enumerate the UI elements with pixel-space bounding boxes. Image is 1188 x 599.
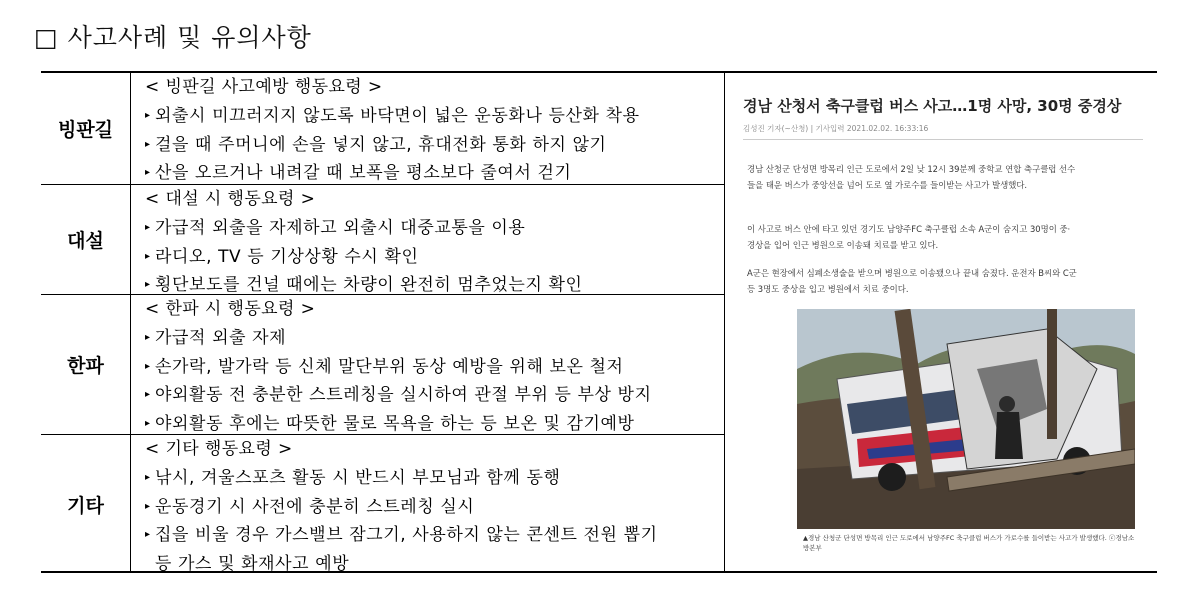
section-content xyxy=(131,295,725,434)
category-label: 한파 xyxy=(41,295,131,434)
list-item: ▸ 가급적 외출을 자제하고 외출시 대중교통을 이용 xyxy=(145,214,724,243)
list-item: ▸ 횡단보도를 건널 때에는 차량이 완전히 멈추었는지 확인 xyxy=(145,271,724,300)
accident-photo xyxy=(797,309,1135,529)
list-item: ▸ 걸을 때 주머니에 손을 넣지 않고, 휴대전화 통화 하지 않기 xyxy=(145,131,724,160)
section-header: < 한파 시 행동요령 > xyxy=(145,299,316,319)
news-headline: 경남 산청서 축구클럽 버스 사고…1명 사망, 30명 중경상 xyxy=(743,97,1122,115)
list-item: ▸ 외출시 미끄러지지 않도록 바닥면이 넓은 운동화나 등산화 착용 xyxy=(145,102,724,131)
list-item: ▸ 손가락, 발가락 등 신체 말단부위 동상 예방을 위해 보온 철저 xyxy=(145,353,724,382)
list-item: ▸ 라디오, TV 등 기상상황 수시 확인 xyxy=(145,243,724,272)
triangle-bullet-icon: ▸ xyxy=(145,360,151,372)
triangle-bullet-icon: ▸ xyxy=(145,389,151,401)
list-item: ▸ 야외활동 전 충분한 스트레칭을 실시하여 관절 부위 등 부상 방지 xyxy=(145,381,724,410)
section-row-other xyxy=(41,435,725,573)
section-content xyxy=(131,435,725,573)
section-row-cold-wave xyxy=(41,295,725,435)
list-item: ▸ 운동경기 시 사전에 충분히 스트레칭 실시 xyxy=(145,493,724,522)
list-item: ▸ 낚시, 겨울스포츠 활동 시 반드시 부모님과 함께 동행 xyxy=(145,464,724,493)
triangle-bullet-icon: ▸ xyxy=(145,279,151,291)
crashed-bus-illustration xyxy=(797,309,1135,529)
section-row-icy-road xyxy=(41,73,725,185)
triangle-bullet-icon: ▸ xyxy=(145,500,151,512)
photo-caption: ▲경남 산청군 단성면 방목리 인근 도로에서 남양주FC 축구클럽 버스가 가로수를 들이받는 사고가 발생했다. ⓒ경남소방본부 xyxy=(803,534,1135,552)
triangle-bullet-icon: ▸ xyxy=(145,167,151,179)
category-label: 빙판길 xyxy=(41,73,131,184)
triangle-bullet-icon: ▸ xyxy=(145,471,151,483)
news-clipping xyxy=(725,71,1157,573)
section-row-heavy-snow xyxy=(41,185,725,295)
news-paragraph: A군은 현장에서 심폐소생술을 받으며 병원으로 이송됐으나 끝내 숨졌다. 운전자 B씨와 C군 등 3명도 중상을 입고 병원에서 치료 중이다. xyxy=(747,268,1077,294)
section-content xyxy=(131,185,725,294)
page-title: □ 사고사례 및 유의사항 xyxy=(34,23,312,52)
list-item: ▸ 야외활동 후에는 따뜻한 물로 목욕을 하는 등 보온 및 감기예방 xyxy=(145,410,724,439)
section-header: < 대설 시 행동요령 > xyxy=(145,189,316,209)
divider xyxy=(743,139,1143,140)
triangle-bullet-icon: ▸ xyxy=(145,529,151,541)
list-item-continuation: 등 가스 및 화재사고 예방 xyxy=(155,554,350,575)
triangle-bullet-icon: ▸ xyxy=(145,418,151,430)
triangle-bullet-icon: ▸ xyxy=(145,109,151,121)
list-item: ▸ 산을 오르거나 내려갈 때 보폭을 평소보다 줄여서 걷기 xyxy=(145,159,724,188)
list-item: ▸ 집을 비울 경우 가스밸브 잠그기, 사용하지 않는 콘센트 전원 뽑기 xyxy=(145,521,724,550)
category-label: 대설 xyxy=(41,185,131,294)
section-header: < 빙판길 사고예방 행동요령 > xyxy=(145,77,383,97)
news-paragraph: 경남 산청군 단성면 방목리 인근 도로에서 2일 낮 12시 39분께 중학교 연합 축구클럽 선수들을 태운 버스가 중앙선을 넘어 도로 옆 가로수를 들이받는 사고가 발생했다. xyxy=(747,164,1076,190)
category-label: 기타 xyxy=(41,435,131,573)
triangle-bullet-icon: ▸ xyxy=(145,250,151,262)
section-header: < 기타 행동요령 > xyxy=(145,439,293,459)
list-item: ▸ 가급적 외출 자제 xyxy=(145,324,724,353)
triangle-bullet-icon: ▸ xyxy=(145,331,151,343)
triangle-bullet-icon: ▸ xyxy=(145,138,151,150)
news-paragraph: 이 사고로 버스 안에 타고 있던 경기도 남양주FC 축구클럽 소속 A군이 숨지고 30명이 중·경상을 입어 인근 병원으로 이송돼 치료를 받고 있다. xyxy=(747,224,1071,250)
news-byline: 김성진 기자(~산청) | 기사입력 2021.02.02. 16:33:16 xyxy=(743,124,929,133)
section-content xyxy=(131,73,725,184)
safety-table xyxy=(41,71,725,573)
triangle-bullet-icon: ▸ xyxy=(145,221,151,233)
